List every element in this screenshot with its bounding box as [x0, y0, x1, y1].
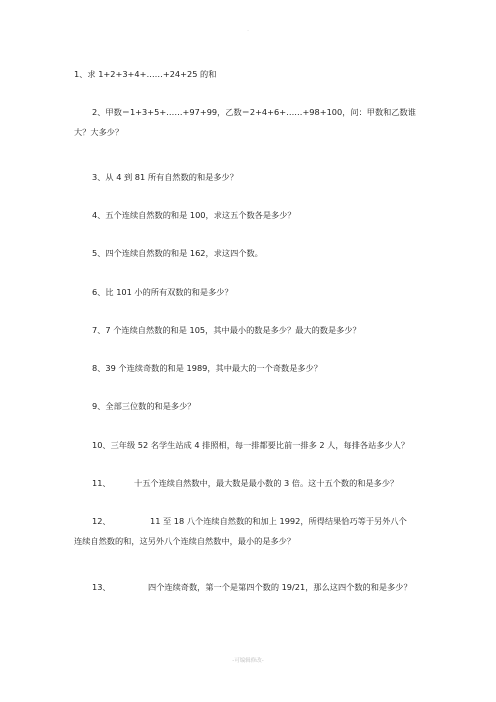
question-7 [74, 320, 424, 340]
header-mark: · [247, 28, 249, 34]
question-4 [74, 205, 424, 225]
question-text: 39 个连续奇数的和是 1989，其中最大的一个奇数是多少？ [105, 363, 322, 373]
footer-note: -可编辑修改- [232, 658, 264, 664]
question-text: 求 1+2+3+4+……+24+25 的和 [87, 69, 217, 79]
question-number: 4、 [92, 210, 106, 220]
question-text-line1: 11 至 18 八个连续自然数的和加上 1992，所得结果恰巧等于另外八个 [150, 516, 407, 526]
question-text: 比 101 小的所有双数的和是多少？ [105, 287, 233, 297]
question-5 [74, 243, 424, 263]
question-text-line2: 大？大多少？ [74, 127, 124, 137]
question-number: 7、 [92, 325, 106, 335]
question-8 [74, 358, 424, 378]
question-2 [74, 102, 424, 142]
question-number: 13、 [92, 582, 111, 592]
question-number: 11、 [92, 478, 111, 488]
question-text: 7 个连续自然数的和是 105，其中最小的数是多少？最大的数是多少？ [105, 325, 361, 335]
question-text: 五个连续自然数的和是 100，求这五个数各是多少？ [105, 210, 296, 220]
question-1 [74, 64, 424, 84]
question-number: 6、 [92, 287, 106, 297]
question-number: 1、 [74, 69, 88, 79]
question-number: 9、 [92, 401, 106, 411]
question-3 [74, 167, 424, 187]
question-13 [74, 577, 424, 597]
question-number: 2、 [92, 107, 106, 117]
question-text: 从 4 到 81 所有自然数的和是多少？ [105, 172, 238, 182]
question-text: 三年级 52 名学生站成 4 排照相，每一排都要比前一排多 2 人，每排各站多少人？ [110, 440, 410, 450]
question-text: 十五个连续自然数中，最大数是最小数的 3 倍。这十五个数的和是多少？ [134, 478, 399, 488]
question-11 [74, 473, 424, 493]
question-text: 四个连续自然数的和是 162，求这四个数。 [105, 248, 263, 258]
question-6 [74, 282, 424, 302]
question-12 [74, 511, 424, 551]
question-text-line2: 连续自然数的和，这另外八个连续自然数中，最小的是多少？ [74, 536, 296, 546]
question-9 [74, 396, 424, 416]
question-number: 5、 [92, 248, 106, 258]
question-number: 12、 [92, 516, 111, 526]
question-text: 全部三位数的和是多少？ [105, 401, 196, 411]
question-number: 3、 [92, 172, 106, 182]
question-number: 10、 [92, 440, 111, 450]
question-text-line1: 甲数＝1+3+5+……+97+99，乙数＝2+4+6+……+98+100，问：甲数和乙数谁 [105, 107, 416, 117]
question-text: 四个连续奇数，第一个是第四个数的 19/21，那么这四个数的和是多少？ [148, 582, 412, 592]
question-10 [74, 435, 424, 455]
question-number: 8、 [92, 363, 106, 373]
